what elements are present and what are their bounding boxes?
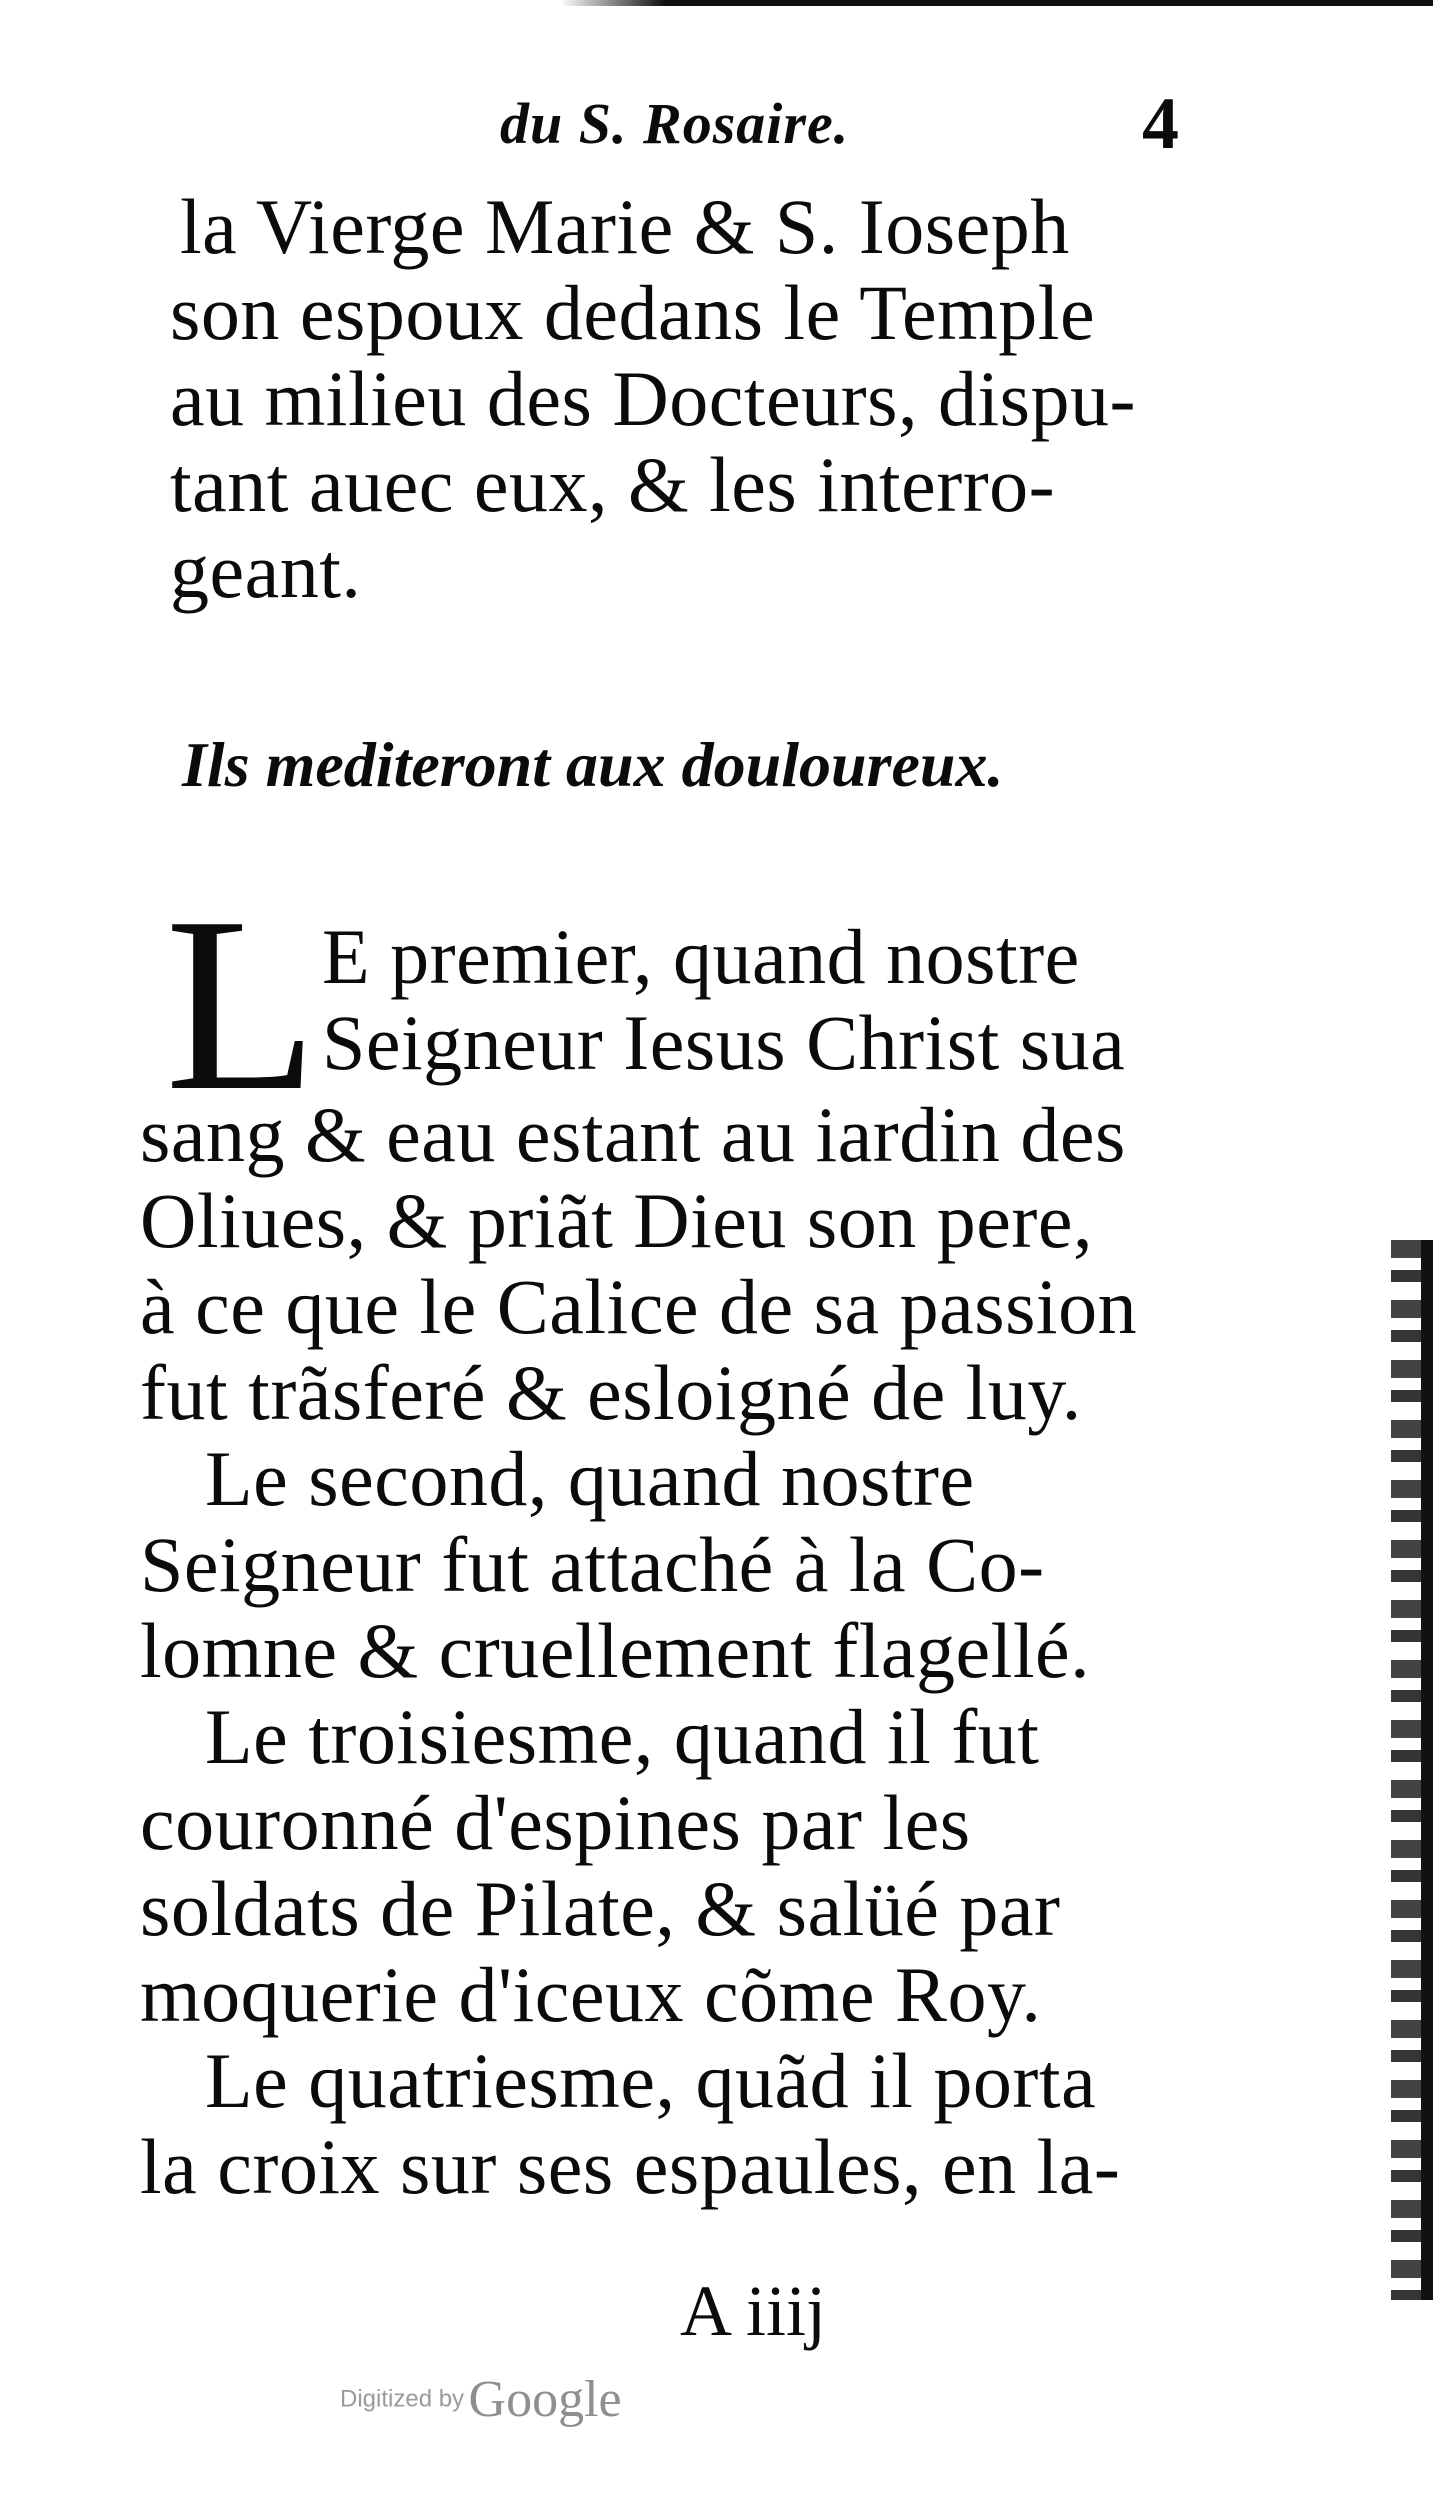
text-line: Seigneur fut attaché à la Co- (140, 1521, 1045, 1608)
text-line: geant. (170, 527, 362, 614)
text-line: lomne & cruellement flagellé. (140, 1607, 1091, 1694)
text-line: E premier, quand nostre (322, 913, 1080, 1000)
text-line: tant auec eux, & les interro- (170, 441, 1056, 528)
text-line: Le troisiesme, quand il fut (205, 1693, 1040, 1780)
text-line: Oliues, & priãt Dieu son pere, (140, 1177, 1093, 1264)
text-line: moquerie d'iceux cõme Roy. (140, 1951, 1042, 2038)
watermark-prefix: Digitized by (340, 2385, 465, 2413)
text-line: sang & eau estant au iardin des (140, 1091, 1126, 1178)
text-line: Seigneur Iesus Christ sua (322, 999, 1126, 1086)
digitization-watermark (340, 2370, 622, 2429)
text-line: à ce que le Calice de sa passion (140, 1263, 1138, 1350)
text-line: la croix sur ses espaules, en la- (140, 2123, 1121, 2210)
text-line: fut trãsferé & esloigné de luy. (140, 1349, 1082, 1436)
running-head: du S. Rosaire. (500, 91, 850, 156)
page-number: 4 (1142, 83, 1179, 165)
text-line: au milieu des Docteurs, dispu- (170, 355, 1136, 442)
scan-top-border (560, 0, 1433, 6)
text-line: couronné d'espines par les (140, 1779, 971, 1866)
text-line: Le quatriesme, quãd il porta (205, 2037, 1097, 2124)
text-line: la Vierge Marie & S. Ioseph (180, 183, 1070, 270)
section-heading: Ils mediteront aux douloureux. (182, 729, 1004, 800)
signature-mark: A iiij (680, 2271, 827, 2351)
scan-right-edge-solid (1421, 1240, 1433, 2300)
text-line: Le second, quand nostre (205, 1435, 975, 1522)
text-line: son espoux dedans le Temple (170, 269, 1096, 356)
watermark-brand: Google (468, 2371, 622, 2428)
drop-cap: L (165, 866, 318, 1143)
text-line: soldats de Pilate, & salüé par (140, 1865, 1061, 1952)
